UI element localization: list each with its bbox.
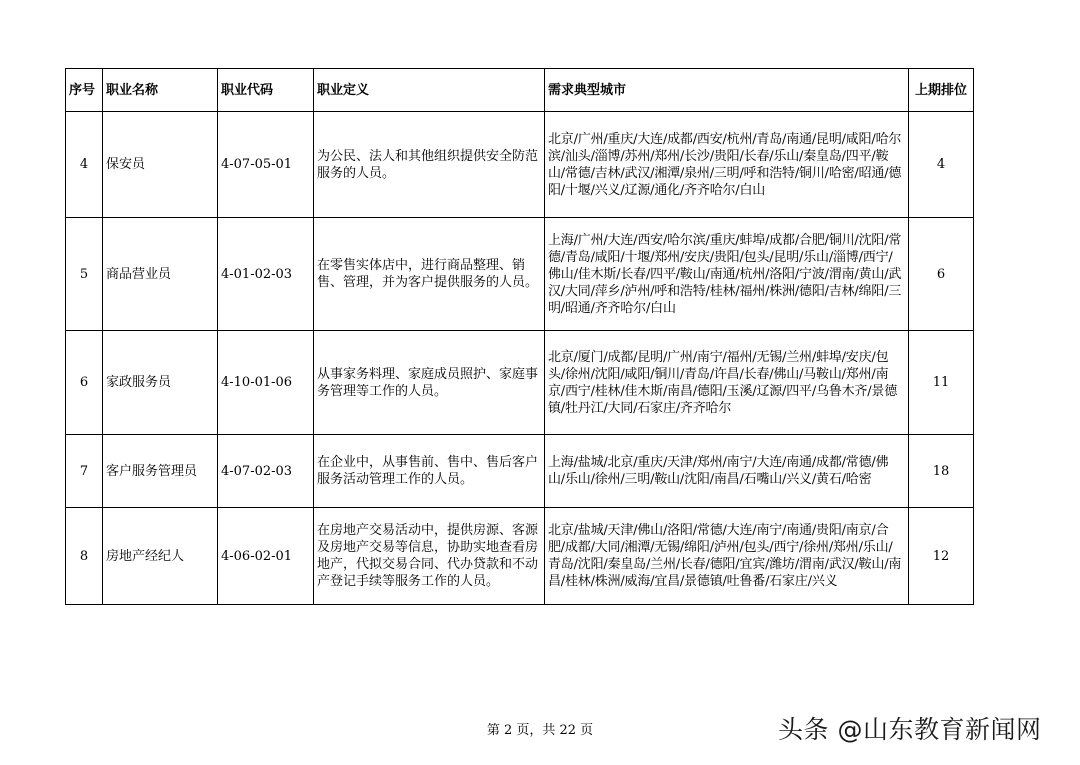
cell-code: 4-01-02-03 <box>218 218 314 331</box>
header-code: 职业代码 <box>218 69 314 112</box>
cell-name: 商品营业员 <box>103 218 218 331</box>
cell-no: 7 <box>66 435 103 508</box>
cell-prev-rank: 18 <box>909 435 974 508</box>
table-row <box>66 331 974 435</box>
table-row <box>66 508 974 605</box>
cell-definition: 为公民、法人和其他组织提供安全防范服务的人员。 <box>314 112 545 218</box>
table-row <box>66 435 974 508</box>
cell-name: 客户服务管理员 <box>103 435 218 508</box>
cell-no: 5 <box>66 218 103 331</box>
header-cities: 需求典型城市 <box>545 69 909 112</box>
cell-name: 家政服务员 <box>103 331 218 435</box>
page-number: 第 2 页，共 22 页 <box>486 723 594 738</box>
cell-no: 6 <box>66 331 103 435</box>
cell-cities: 上海/盐城/北京/重庆/天津/郑州/南宁/大连/南通/成都/常德/佛山/乐山/徐州/三明/鞍山/沈阳/南昌/石嘴山/兴义/黄石/哈密 <box>545 435 909 508</box>
header-name: 职业名称 <box>103 69 218 112</box>
cell-definition: 在零售实体店中，进行商品整理、销售、管理，并为客户提供服务的人员。 <box>314 218 545 331</box>
header-prev-rank: 上期排位 <box>909 69 974 112</box>
cell-name: 房地产经纪人 <box>103 508 218 605</box>
header-definition: 职业定义 <box>314 69 545 112</box>
cell-name: 保安员 <box>103 112 218 218</box>
header-no: 序号 <box>66 69 103 112</box>
cell-prev-rank: 11 <box>909 331 974 435</box>
occupation-table <box>65 68 974 605</box>
cell-definition: 从事家务料理、家庭成员照护、家庭事务管理等工作的人员。 <box>314 331 545 435</box>
cell-no: 4 <box>66 112 103 218</box>
cell-prev-rank: 6 <box>909 218 974 331</box>
cell-code: 4-10-01-06 <box>218 331 314 435</box>
cell-cities: 北京/广州/重庆/大连/成都/西安/杭州/青岛/南通/昆明/咸阳/哈尔滨/汕头/淄博/苏州/郑州/长沙/贵阳/长春/乐山/秦皇岛/四平/鞍山/常德/吉林/武汉/湘潭/泉州/三明/呼和浩特/铜川/哈密/昭通/德阳/十堰/兴义/辽源/通化/齐齐哈尔/白山 <box>545 112 909 218</box>
cell-prev-rank: 4 <box>909 112 974 218</box>
cell-definition: 在房地产交易活动中，提供房源、客源及房地产交易等信息，协助实地查看房地产，代拟交易合同、代办贷款和不动产登记手续等服务工作的人员。 <box>314 508 545 605</box>
cell-cities: 北京/盐城/天津/佛山/洛阳/常德/大连/南宁/南通/贵阳/南京/合肥/成都/大同/湘潭/无锡/绵阳/泸州/包头/西宁/徐州/郑州/乐山/青岛/沈阳/秦皇岛/兰州/长春/德阳/宜宾/潍坊/渭南/武汉/鞍山/南昌/桂林/株洲/威海/宜昌/景德镇/吐鲁番/石家庄/兴义 <box>545 508 909 605</box>
cell-code: 4-06-02-01 <box>218 508 314 605</box>
cell-code: 4-07-05-01 <box>218 112 314 218</box>
table-row <box>66 112 974 218</box>
cell-cities: 上海/广州/大连/西安/哈尔滨/重庆/蚌埠/成都/合肥/铜川/沈阳/常德/青岛/咸阳/十堰/郑州/安庆/贵阳/包头/昆明/乐山/淄博/西宁/佛山/佳木斯/长春/四平/鞍山/南通/杭州/洛阳/宁波/渭南/黄山/武汉/大同/萍乡/泸州/呼和浩特/桂林/福州/株洲/德阳/吉林/绵阳/三明/昭通/齐齐哈尔/白山 <box>545 218 909 331</box>
cell-cities: 北京/厦门/成都/昆明/广州/南宁/福州/无锡/兰州/蚌埠/安庆/包头/徐州/沈阳/咸阳/铜川/青岛/许昌/长春/佛山/马鞍山/郑州/南京/西宁/桂林/佳木斯/南昌/德阳/玉溪/辽源/四平/乌鲁木齐/景德镇/牡丹江/大同/石家庄/齐齐哈尔 <box>545 331 909 435</box>
cell-code: 4-07-02-03 <box>218 435 314 508</box>
table-header-row <box>66 69 974 112</box>
cell-definition: 在企业中，从事售前、售中、售后客户服务活动管理工作的人员。 <box>314 435 545 508</box>
table-row <box>66 218 974 331</box>
watermark: 头条 @山东教育新闻网 <box>778 715 1042 744</box>
cell-no: 8 <box>66 508 103 605</box>
cell-prev-rank: 12 <box>909 508 974 605</box>
